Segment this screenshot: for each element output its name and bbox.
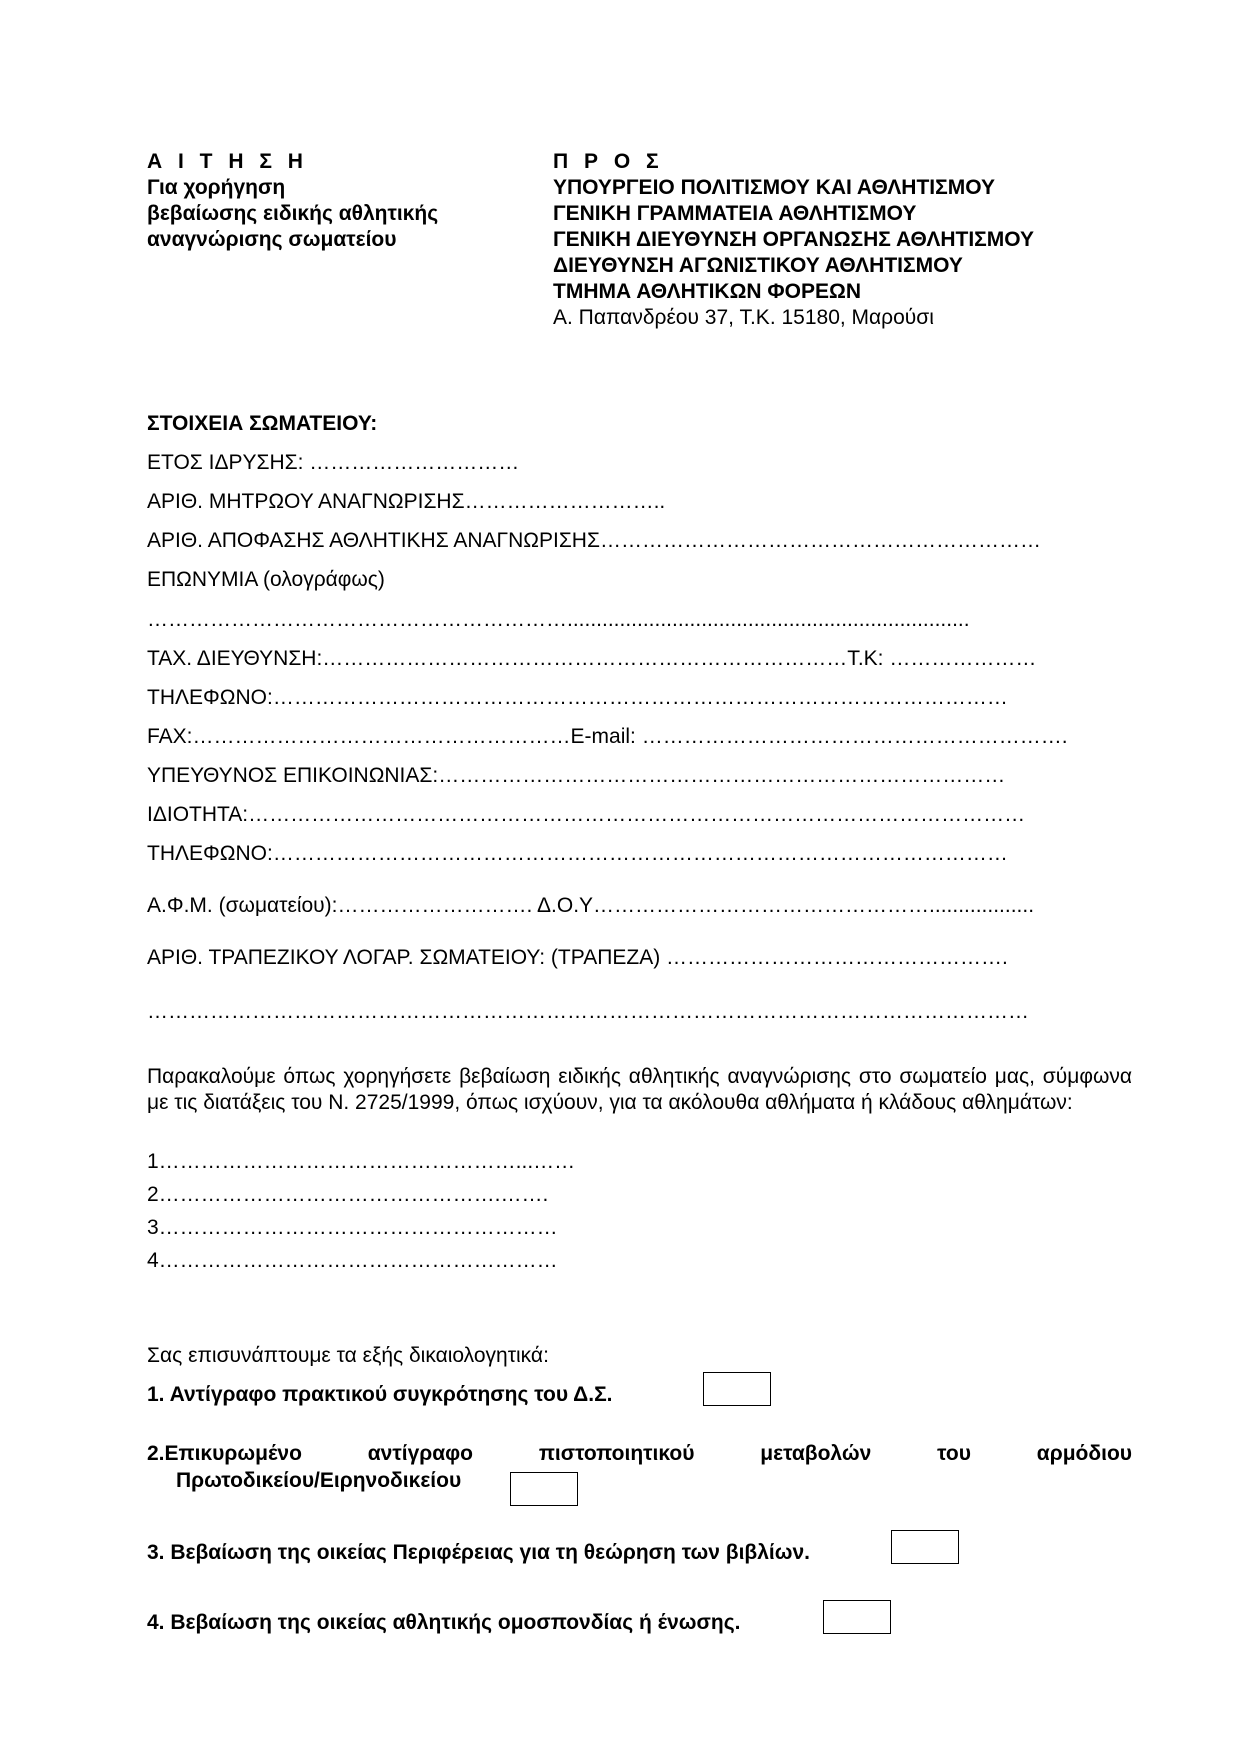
- club-name-label: ΕΠΩΝΥΜΙΑ (ολογράφως): [147, 568, 385, 591]
- tax-id-field[interactable]: Α.Φ.Μ. (σωματείου):………………………. Δ.Ο.Υ…………………………………………..................: [147, 894, 1035, 917]
- recipient-general-secretariat: ΓΕΝΙΚΗ ΓΡΑΜΜΑΤΕΙΑ ΑΘΛΗΤΙΣΜΟΥ: [553, 202, 917, 225]
- application-subtitle-line-1: Για χορήγηση: [147, 176, 286, 199]
- postal-address-field[interactable]: ΤΑΧ. ΔΙΕΥΘΥΝΣΗ:…………………………………………………………………Τ.Κ: …………………: [147, 647, 1037, 670]
- application-title: Α Ι Τ Η Σ Η: [147, 150, 308, 173]
- application-subtitle-line-3: αναγνώρισης σωματείου: [147, 228, 397, 251]
- capacity-field[interactable]: ΙΔΙΟΤΗΤΑ:…………………………………………………………………………………………………: [147, 803, 1026, 826]
- recipient-title: Π Ρ Ο Σ: [553, 150, 664, 173]
- contact-person-field[interactable]: ΥΠΕΥΘΥΝΟΣ ΕΠΙΚΟΙΝΩΝΙΑΣ:………………………………………………………………………: [147, 764, 1006, 787]
- recognition-decision-field[interactable]: ΑΡΙΘ. ΑΠΟΦΑΣΗΣ ΑΘΛΗΤΙΚΗΣ ΑΝΑΓΝΩΡΙΣΗΣ………………………………………………………: [147, 529, 1041, 552]
- sport-field-2[interactable]: 2………………………………………….…….: [147, 1183, 549, 1206]
- attachment-checkbox-2[interactable]: [510, 1472, 578, 1506]
- club-section-title: ΣΤΟΙΧΕΙΑ ΣΩΜΑΤΕΙΟΥ:: [147, 412, 378, 435]
- attachment-checkbox-3[interactable]: [891, 1530, 959, 1564]
- recipient-department: ΤΜΗΜΑ ΑΘΛΗΤΙΚΩΝ ΦΟΡΕΩΝ: [553, 280, 861, 303]
- club-name-field[interactable]: …………………………………………………….....................................................................: [147, 608, 970, 631]
- attachment-item-1: 1. Αντίγραφο πρακτικού συγκρότησης του Δ.Σ.: [147, 1383, 613, 1406]
- recipient-ministry: ΥΠΟΥΡΓΕΙΟ ΠΟΛΙΤΙΣΜΟΥ ΚΑΙ ΑΘΛΗΤΙΣΜΟΥ: [553, 176, 995, 199]
- request-paragraph: Παρακαλούμε όπως χορηγήσετε βεβαίωση ειδικής αθλητικής αναγνώρισης στο σωματείο μας, σύμφωνα με τις διατάξεις του Ν. 2725/1999, όπως ισχύουν, για τα ακόλουθα αθλήματα ή κλάδους αθλημάτων:: [147, 1065, 1132, 1114]
- sport-field-3[interactable]: 3…………………………………………………: [147, 1216, 558, 1239]
- contact-phone-field[interactable]: ΤΗΛΕΦΩΝΟ:……………………………………………………………………………………………: [147, 842, 1008, 865]
- recipient-address: Α. Παπανδρέου 37, Τ.Κ. 15180, Μαρούσι: [553, 306, 934, 329]
- recipient-general-directorate: ΓΕΝΙΚΗ ΔΙΕΥΘΥΝΣΗ ΟΡΓΑΝΩΣΗΣ ΑΘΛΗΤΙΣΜΟΥ: [553, 228, 1035, 251]
- fax-email-field[interactable]: FAX:………………………………………………E-mail: …………………………………………………….: [147, 725, 1068, 748]
- attachments-intro: Σας επισυνάπτουμε τα εξής δικαιολογητικά:: [147, 1344, 549, 1367]
- application-subtitle-line-2: βεβαίωσης ειδικής αθλητικής: [147, 202, 439, 225]
- attachment-checkbox-4[interactable]: [823, 1600, 891, 1634]
- attachment-item-2-line-2: Πρωτοδικείου/Ειρηνοδικείου: [176, 1469, 462, 1492]
- sport-field-4[interactable]: 4…………………………………………………: [147, 1249, 558, 1272]
- phone-field[interactable]: ΤΗΛΕΦΩΝΟ:……………………………………………………………………………………………: [147, 686, 1008, 709]
- year-founded-field[interactable]: ΕΤΟΣ ΙΔΡΥΣΗΣ: …………………………: [147, 451, 520, 474]
- attachment-checkbox-1[interactable]: [703, 1372, 771, 1406]
- bank-account-field[interactable]: ΑΡΙΘ. ΤΡΑΠΕΖΙΚΟΥ ΛΟΓΑΡ. ΣΩΜΑΤΕΙΟΥ: (ΤΡΑΠΕΖΑ) ………………………………………….: [147, 946, 1008, 969]
- bank-account-value-field[interactable]: ………………………………………………………………………………………………………………: [147, 1000, 1029, 1023]
- sport-field-1[interactable]: 1……………………………………………...……: [147, 1150, 576, 1173]
- recipient-directorate: ΔΙΕΥΘΥΝΣΗ ΑΓΩΝΙΣΤΙΚΟΥ ΑΘΛΗΤΙΣΜΟΥ: [553, 254, 963, 277]
- attachment-item-4: 4. Βεβαίωση της οικείας αθλητικής ομοσπονδίας ή ένωσης.: [147, 1611, 741, 1634]
- attachment-item-2-line-1: 2.Επικυρωμένο αντίγραφο πιστοποιητικού μεταβολών του αρμόδιου: [147, 1442, 1132, 1465]
- registry-number-field[interactable]: ΑΡΙΘ. ΜΗΤΡΩΟΥ ΑΝΑΓΝΩΡΙΣΗΣ………………………..: [147, 490, 666, 513]
- attachment-item-3: 3. Βεβαίωση της οικείας Περιφέρειας για τη θεώρηση των βιβλίων.: [147, 1541, 810, 1564]
